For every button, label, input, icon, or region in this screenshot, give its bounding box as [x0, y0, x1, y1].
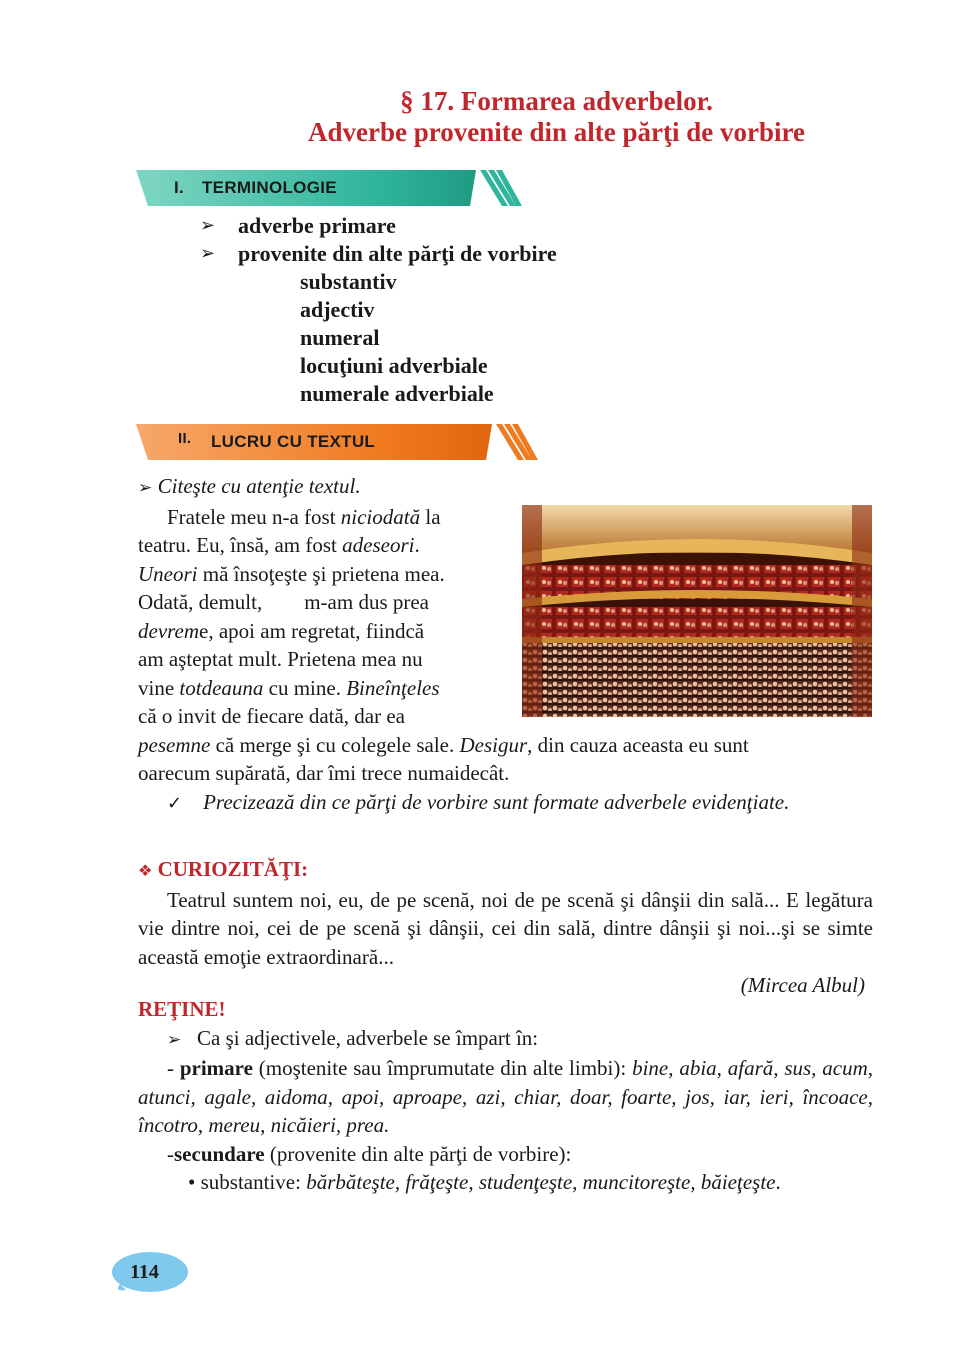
arrow-bullet-icon: ➢ — [138, 478, 158, 498]
secondary-adverbs: -secundare (provenite din alte părţi de vorbire): — [167, 1141, 572, 1166]
text-line: Odată, demult, m-am dus prea — [138, 590, 430, 614]
text-line: Uneori mă însoţeşte şi prietena mea. — [138, 561, 445, 586]
terminology-list — [200, 212, 557, 408]
retine-intro: ➢ Ca şi adjectivele, adverbele se împart în: — [167, 1025, 539, 1050]
title-line-2: Adverbe provenite din alte părţi de vorbire — [308, 117, 805, 147]
checkmark-icon: ✓ — [167, 792, 183, 814]
curiosities-section — [138, 855, 873, 1000]
sub-term: numeral — [300, 325, 380, 350]
task-line — [138, 788, 873, 819]
section-number: II. — [178, 430, 192, 447]
text-line: teatru. Eu, însă, am fost adeseori. — [138, 533, 420, 557]
text-line: pesemne că merge şi cu colegele sale. Desigur, din cauza aceasta eu sunt — [138, 732, 749, 757]
sub-term: substantiv — [300, 269, 397, 294]
section-number: I. — [174, 178, 185, 197]
section-label: TERMINOLOGIE — [202, 178, 337, 197]
arrow-bullet-icon: ➢ — [167, 1029, 182, 1050]
page-title — [140, 86, 873, 148]
text-line: vine totdeauna cu mine. Bineînţeles — [138, 675, 440, 700]
term-label: adverbe primare — [238, 213, 396, 238]
arrow-bullet-icon: ➢ — [200, 243, 216, 264]
sub-term: numerale adverbiale — [300, 381, 494, 406]
retine-section — [138, 995, 873, 1197]
reading-section — [138, 472, 873, 818]
curiosities-heading: ❖ CURIOZITĂŢI: — [138, 857, 309, 881]
section-banner-text-work — [136, 424, 538, 460]
arrow-bullet-icon: ➢ — [200, 215, 216, 236]
task-text: Precizează din ce părţi de vorbire sunt formate adverbele evidenţiate. — [203, 789, 790, 814]
list-item — [200, 240, 557, 268]
title-line-1: § 17. Formarea adverbelor. — [400, 86, 713, 116]
diamond-bullet-icon: ❖ — [138, 861, 153, 880]
reading-instruction — [138, 472, 873, 503]
instruction-text: Citeşte cu atenţie textul. — [157, 474, 361, 498]
text-line: am aşteptat mult. Prietena mea nu — [138, 647, 423, 671]
reading-wrapped-text — [138, 503, 502, 731]
quote-author: (Mircea Albul) — [740, 973, 865, 997]
page-number-badge — [110, 1250, 190, 1294]
substantive-adverbs: • substantive: bărbăteşte, frăţeşte, studenţeşte, muncitoreşte, băieţeşte. — [188, 1170, 781, 1194]
section-banner-terminology — [136, 170, 522, 206]
list-item — [200, 212, 557, 240]
sub-term: locuţiuni adverbiale — [300, 353, 488, 378]
text-line: Fratele meu n-a fost niciodată la — [167, 504, 441, 529]
term-label: provenite din alte părţi de vorbire — [238, 241, 557, 266]
text-line: oarecum supărată, dar îmi trece numaidecât. — [138, 761, 510, 785]
sub-term: adjectiv — [300, 297, 375, 322]
quote-text: Teatrul suntem noi, eu, de pe scenă, noi de pe scenă şi dânşii din sală... E legătura vie dintre noi, cei de pe scenă şi dânşii, cei din sală, dintre dânşii şi noi...şi se simte această emoţie extraordinară... — [138, 887, 873, 969]
text-line: că o invit de fiecare dată, dar ea — [138, 704, 406, 728]
text-line: devreme, apoi am regretat, fiindcă — [138, 618, 425, 643]
page-number: 114 — [130, 1261, 159, 1283]
retine-heading: REŢINE! — [138, 997, 226, 1021]
section-label: LUCRU CU TEXTUL — [211, 432, 376, 451]
primary-adverbs: - primare (moştenite sau împrumutate din alte limbi): bine, abia, afară, sus, acum, atunci, agale, aidoma, apoi, aproape, azi, chiar, doar, foarte, jos, iar, ieri, încoace, încotro, mereu, nicăieri, prea. — [138, 1056, 874, 1137]
